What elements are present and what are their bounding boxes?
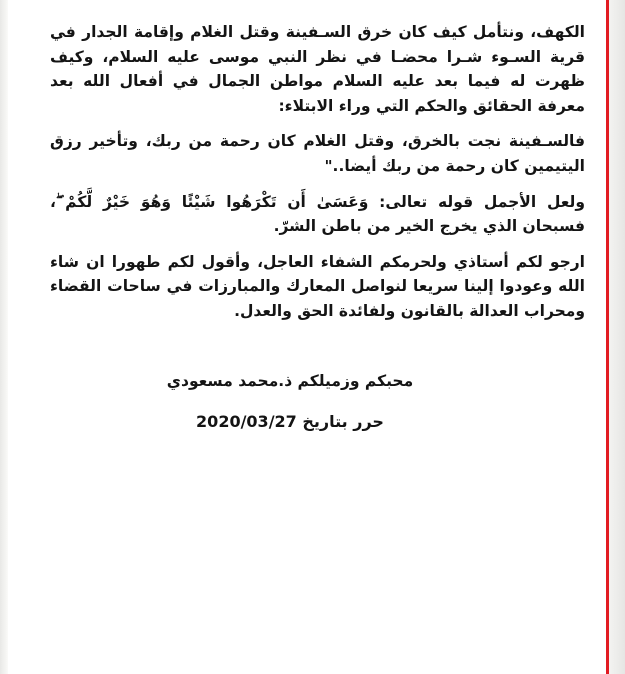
paragraph-quote: فالسـفينة نجت بالخرق، وقتل الغلام كان رحمة من ربك، وتأخير رزق اليتيمين كان رحمة من ربك أيضا.." <box>50 132 585 175</box>
page-left-edge <box>0 0 8 674</box>
paragraph-verse: ولعل الأجمل قوله تعالى: وَعَسَىٰ أَن تَكْرَهُوا شَيْئًا وَهُوَ خَيْرٌ لَّكُمْ ۖ، فسبحان الذي يخرج الخير من باطن الشرّ. <box>50 192 585 236</box>
paragraph-wishes: ارجو لكم أستاذي ولحرمكم الشفاء العاجل، وأقول لكم طهورا ان شاء الله وعودوا إلينا سريعا لنواصل المعارك والمبارزات في ساحات القضاء ومحراب العدالة بالقانون ولفائدة الحق والعدل. <box>50 252 585 320</box>
signature-line: محبكم وزميلكم ذ.محمد مسعودي <box>166 372 414 390</box>
date-line: حرر بتاريخ 2020/03/27 <box>196 412 384 431</box>
letter-body <box>50 20 585 335</box>
paragraph-story-reflection: الكهف، ونتأمل كيف كان خرق السـفينة وقتل الغلام وإقامة الجدار في قرية السـوء شـرا محضـا في نظر النبي موسى عليه السلام، وكيف ظهرت له فيما بعد عليه السلام مواطن الجمال في أفعال الله بعد معرفة الحقائق والحكم التي وراء الابتلاء: <box>50 23 585 115</box>
page-right-shadow <box>609 0 625 674</box>
